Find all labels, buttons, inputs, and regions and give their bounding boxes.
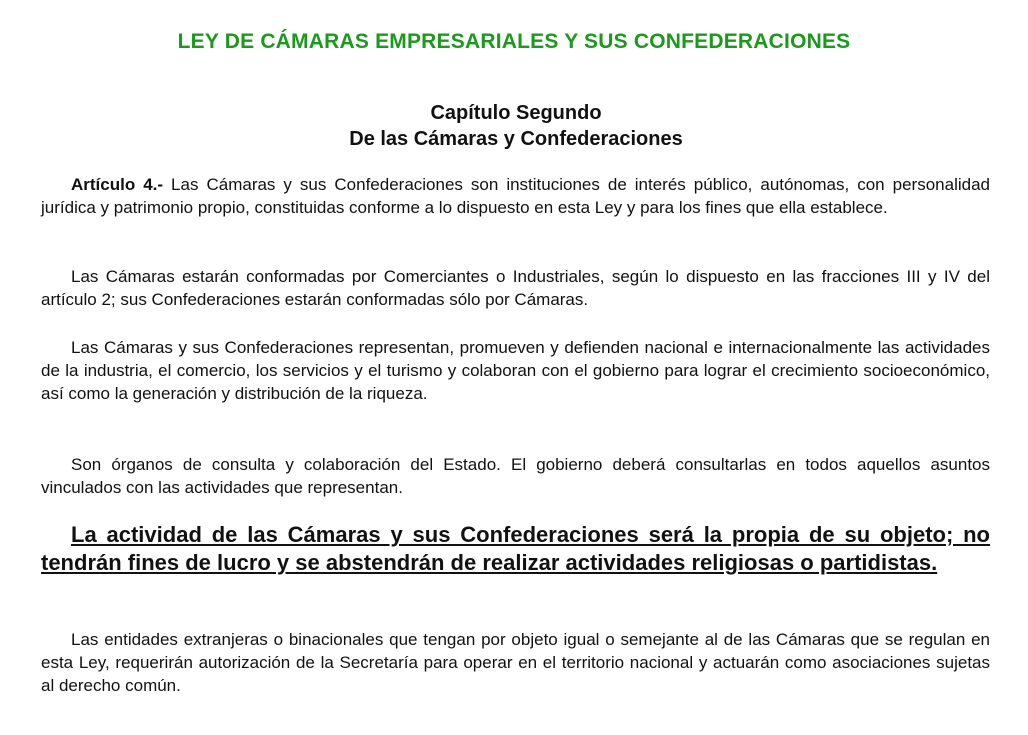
- chapter-title: De las Cámaras y Confederaciones: [349, 128, 683, 150]
- article-4-paragraph-6: Las entidades extranjeras o binacionales que tengan por objeto igual o semejante al de las Cámaras que se regulan en esta Ley, requerirán autorización de la Secretaría para operar en el territorio nacional y actuarán como asociaciones sujetas al derecho común.: [41, 630, 990, 695]
- article-4-paragraph-1: [41, 173, 990, 219]
- article-4-paragraph-3: Las Cámaras y sus Confederaciones representan, promueven y defienden nacional e internacionalmente las actividades de la industria, el comercio, los servicios y el turismo y colaboran con el gobierno para lograr el crecimiento socioeconómico, así como la generación y distribución de la riqueza.: [41, 338, 990, 403]
- chapter-number: Capítulo Segundo: [430, 102, 602, 124]
- law-title: LEY DE CÁMARAS EMPRESARIALES Y SUS CONFEDERACIONES: [177, 30, 851, 53]
- chapter-heading: [0, 100, 1028, 152]
- article-4-paragraph-4: Son órganos de consulta y colaboración del Estado. El gobierno deberá consultarlas en todos aquellos asuntos vinculados con las actividades que representan.: [41, 455, 990, 497]
- article-4-emphasized-paragraph: La actividad de las Cámaras y sus Confederaciones será la propia de su objeto; no tendrán fines de lucro y se abstendrán de realizar actividades religiosas o partidistas.: [41, 522, 990, 575]
- paragraph-1-text: Las Cámaras y sus Confederaciones son instituciones de interés público, autónomas, con personalidad jurídica y patrimonio propio, constituidas conforme a lo dispuesto en esta Ley y para los fines que ella establece.: [41, 175, 990, 217]
- article-4-paragraph-2: Las Cámaras estarán conformadas por Comerciantes o Industriales, según lo dispuesto en las fracciones III y IV del artículo 2; sus Confederaciones estarán conformadas sólo por Cámaras.: [41, 267, 990, 309]
- article-label: Artículo 4.-: [71, 175, 164, 194]
